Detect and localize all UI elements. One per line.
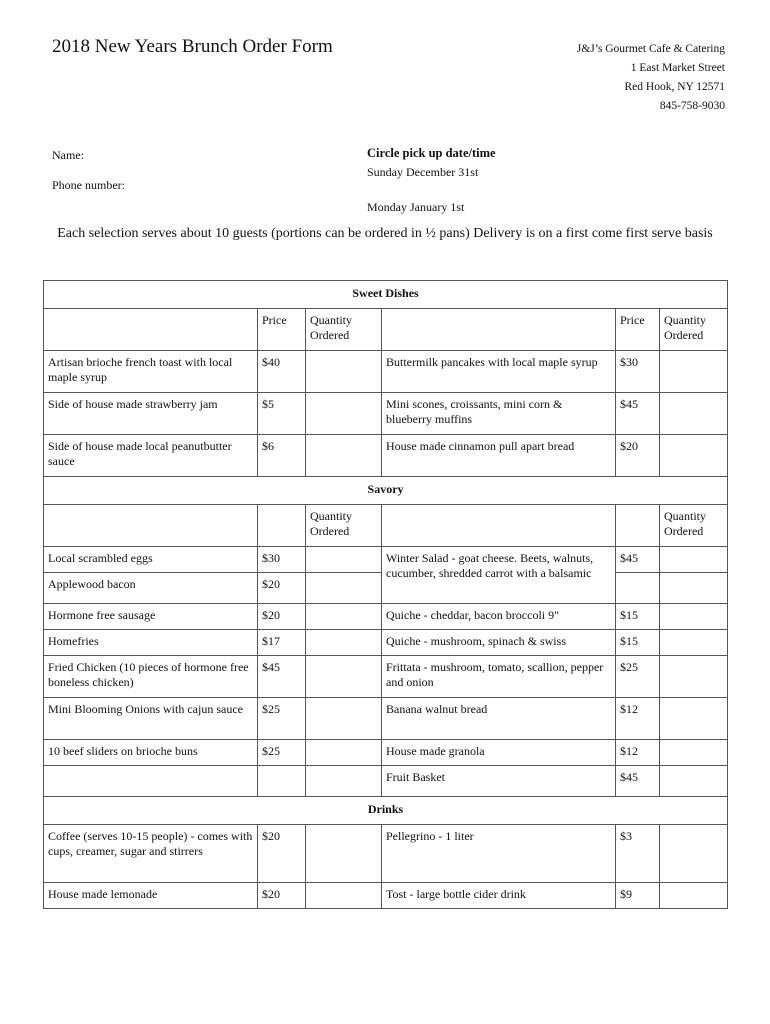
section-title-sweet: Sweet Dishes (44, 281, 728, 309)
item-name: Buttermilk pancakes with local maple syrup (382, 351, 616, 393)
quantity-cell[interactable] (660, 883, 728, 909)
item-name: Homefries (44, 630, 258, 656)
order-table (43, 280, 728, 909)
column-header-row (44, 309, 728, 351)
quantity-cell[interactable] (306, 740, 382, 766)
table-row (44, 604, 728, 630)
item-price: $6 (258, 435, 306, 477)
item-name: Side of house made local peanutbutter sauce (44, 435, 258, 477)
item-name: 10 beef sliders on brioche buns (44, 740, 258, 766)
item-name: Tost - large bottle cider drink (382, 883, 616, 909)
table-row (44, 656, 728, 698)
table-row (44, 547, 728, 573)
item-price: $20 (258, 825, 306, 883)
quantity-cell[interactable] (306, 883, 382, 909)
item-price: $9 (616, 883, 660, 909)
item-price: $20 (258, 604, 306, 630)
item-name: Mini scones, croissants, mini corn & blueberry muffins (382, 393, 616, 435)
price-header: Price (258, 309, 306, 351)
table-row (44, 698, 728, 740)
item-header (44, 309, 258, 351)
item-name: Artisan brioche french toast with local maple syrup (44, 351, 258, 393)
item-name: Hormone free sausage (44, 604, 258, 630)
item-price: $25 (258, 698, 306, 740)
item-price: $15 (616, 604, 660, 630)
quantity-cell[interactable] (306, 547, 382, 573)
item-name: Pellegrino - 1 liter (382, 825, 616, 883)
quantity-cell[interactable] (306, 656, 382, 698)
item-price: $5 (258, 393, 306, 435)
item-name: Banana walnut bread (382, 698, 616, 740)
business-phone: 845-758-9030 (659, 100, 725, 112)
item-price: $12 (616, 740, 660, 766)
item-name: Side of house made strawberry jam (44, 393, 258, 435)
item-header (382, 309, 616, 351)
item-header (382, 505, 616, 547)
quantity-header: Quantity Ordered (306, 505, 382, 547)
quantity-cell[interactable] (660, 547, 728, 573)
item-name: House made lemonade (44, 883, 258, 909)
phone-label: Phone number: (52, 178, 125, 192)
item-name: Quiche - cheddar, bacon broccoli 9" (382, 604, 616, 630)
item-price: $30 (616, 351, 660, 393)
quantity-header: Quantity Ordered (660, 505, 728, 547)
quantity-header: Quantity Ordered (306, 309, 382, 351)
price-header (258, 505, 306, 547)
quantity-header: Quantity Ordered (660, 309, 728, 351)
quantity-cell[interactable] (306, 393, 382, 435)
table-row (44, 825, 728, 883)
address-line-2: Red Hook, NY 12571 (624, 81, 725, 93)
item-price: $25 (616, 656, 660, 698)
quantity-cell[interactable] (660, 766, 728, 797)
table-row (44, 393, 728, 435)
item-price: $45 (258, 656, 306, 698)
quantity-cell[interactable] (306, 435, 382, 477)
table-row (44, 883, 728, 909)
pickup-option-monday[interactable]: Monday January 1st (367, 200, 465, 214)
item-price (616, 573, 660, 604)
quantity-cell[interactable] (306, 351, 382, 393)
item-price: $3 (616, 825, 660, 883)
pickup-title: Circle pick up date/time (367, 146, 496, 160)
quantity-cell[interactable] (306, 698, 382, 740)
quantity-cell[interactable] (306, 630, 382, 656)
business-address (577, 40, 725, 116)
price-header: Price (616, 309, 660, 351)
item-name: Fruit Basket (382, 766, 616, 797)
item-header (44, 505, 258, 547)
item-price: $45 (616, 547, 660, 573)
item-price: $12 (616, 698, 660, 740)
quantity-cell[interactable] (660, 740, 728, 766)
item-name: Local scrambled eggs (44, 547, 258, 573)
table-row (44, 630, 728, 656)
address-line-1: 1 East Market Street (630, 62, 725, 74)
item-name: Mini Blooming Onions with cajun sauce (44, 698, 258, 740)
item-name: House made cinnamon pull apart bread (382, 435, 616, 477)
item-name: Applewood bacon (44, 573, 258, 604)
item-price: $15 (616, 630, 660, 656)
quantity-cell[interactable] (306, 573, 382, 604)
table-row (44, 435, 728, 477)
quantity-cell[interactable] (660, 604, 728, 630)
price-header (616, 505, 660, 547)
quantity-cell[interactable] (306, 825, 382, 883)
name-label: Name: (52, 148, 84, 162)
quantity-cell[interactable] (660, 393, 728, 435)
section-title-drinks: Drinks (44, 797, 728, 825)
item-price: $17 (258, 630, 306, 656)
quantity-cell[interactable] (660, 435, 728, 477)
item-price: $40 (258, 351, 306, 393)
quantity-cell[interactable] (660, 630, 728, 656)
item-price: $20 (616, 435, 660, 477)
quantity-cell[interactable] (306, 766, 382, 797)
item-price: $20 (258, 883, 306, 909)
quantity-cell[interactable] (660, 825, 728, 883)
serving-note: Each selection serves about 10 guests (portions can be ordered in ½ pans) Delivery is on a first come first serve basis (57, 226, 713, 241)
table-row (44, 351, 728, 393)
form-title: 2018 New Years Brunch Order Form (52, 36, 333, 57)
item-name: Coffee (serves 10-15 people) - comes with cups, creamer, sugar and stirrers (44, 825, 258, 883)
item-name: Quiche - mushroom, spinach & swiss (382, 630, 616, 656)
item-price: $45 (616, 766, 660, 797)
item-price: $45 (616, 393, 660, 435)
quantity-cell[interactable] (660, 573, 728, 604)
item-price: $25 (258, 740, 306, 766)
table-row (44, 766, 728, 797)
item-price: $20 (258, 573, 306, 604)
item-name: Fried Chicken (10 pieces of hormone free boneless chicken) (44, 656, 258, 698)
business-name: J&J’s Gourmet Cafe & Catering (576, 43, 725, 55)
quantity-cell[interactable] (660, 351, 728, 393)
item-price: $30 (258, 547, 306, 573)
item-name: Winter Salad - goat cheese. Beets, walnuts, cucumber, shredded carrot with a balsamic (382, 547, 616, 604)
section-title-savory: Savory (44, 477, 728, 505)
item-name (44, 766, 258, 797)
column-header-row (44, 505, 728, 547)
item-name: House made granola (382, 740, 616, 766)
item-price (258, 766, 306, 797)
item-name: Frittata - mushroom, tomato, scallion, pepper and onion (382, 656, 616, 698)
pickup-option-sunday[interactable]: Sunday December 31st (367, 165, 479, 179)
quantity-cell[interactable] (660, 698, 728, 740)
quantity-cell[interactable] (306, 604, 382, 630)
table-row (44, 740, 728, 766)
quantity-cell[interactable] (660, 656, 728, 698)
